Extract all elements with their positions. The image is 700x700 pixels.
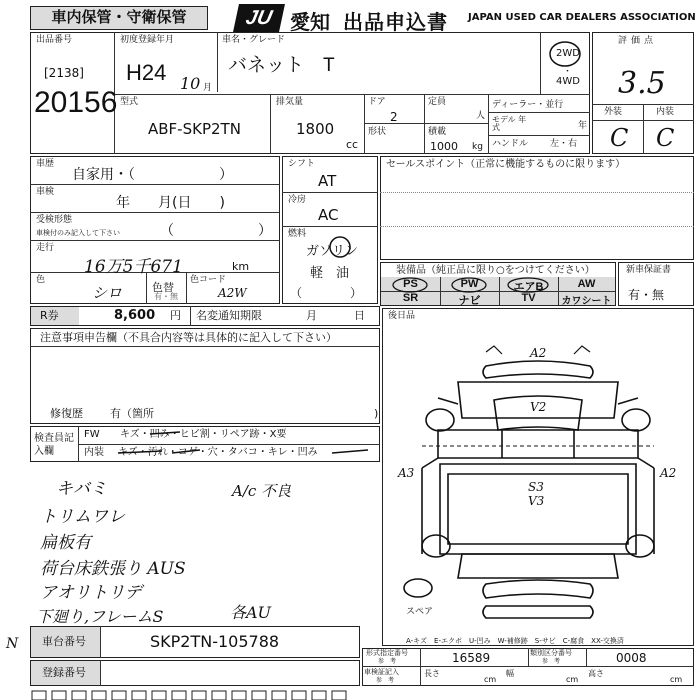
remark-5: 荷台床鉄張り AUS [40,559,186,579]
drive-4wd: 4WD [556,76,580,87]
height-unit: cm [670,675,683,684]
damage-mark-bed-1: S3 [528,480,544,494]
document-title: 出品申込書 [343,12,448,34]
recycle-value: 8,600 [114,308,156,323]
month-unit: 月 [203,83,213,93]
remark-6: アオリトリデ [40,583,142,603]
history-label: 車歴 [36,159,55,169]
fuel-gasoline: ガソリン [306,244,359,259]
registration-month: 10 [180,74,201,93]
equip-ps: PS [403,278,418,290]
equip-sr: SR [402,292,419,304]
fuel-label: 燃料 [288,229,307,239]
lot-number: 20156 [34,86,118,119]
damage-mark-left: A3 [398,466,415,480]
mileage-label: 走行 [36,243,55,253]
handle-label: ハンドル [492,139,529,149]
damage-mark-right: A2 [660,466,677,480]
dims-label: 車検証記入 [364,668,399,676]
equip-aw: AW [577,278,596,290]
fuel-other: （ ） [290,286,363,300]
color-code-value: A2W [218,286,247,300]
height-label: 高さ [588,669,604,678]
car-name-label: 車名・グレード [222,35,286,45]
margin-mark: N [6,636,19,652]
color-value: シロ [92,284,123,302]
recycle-unit: 円 [170,309,181,322]
after-items-label: 後日品 [388,311,416,321]
category-num-value: 0008 [616,651,647,665]
bottom-boxes [32,690,362,700]
interior-items-label: 内装 [84,447,104,458]
ac-value: AC [318,206,339,224]
equip-tv: TV [521,292,536,304]
interior-grade: C [656,124,675,152]
fw-items: キズ・凹み・ヒビ割・リペア跡・X要 [120,429,287,440]
plate-label: 登録番号 [42,666,86,679]
notes-label: 注意事項申告欄（不具合内容等は具体的に記入して下さい） [40,331,337,344]
remark-8: 各AU [230,603,272,622]
dims-ref: 参 考 [376,677,395,684]
model-year-label: モデル 年式 [492,115,527,132]
lot-sub-number: [2138] [44,66,84,80]
remark-2: A/c 不良 [232,482,292,500]
inspection-form-value: （ ） [160,223,272,239]
inspector-label: 検査員記入欄 [34,433,74,457]
chassis-number: SKP2TN-105788 [150,632,280,651]
equip-navi: ナビ [458,295,481,307]
damage-legend: A-キズ E-エクボ U-凹み W-補修跡 S-サビ C-腐食 XX-交換済 [406,637,624,645]
dealer-label: ディーラー・並行 [492,100,564,110]
inspection-form-note: 車検付のみ記入して下さい [36,229,120,237]
history-value: 自家用・（ ） [72,167,233,183]
equip-leather: カワシート [561,296,612,307]
door-label: ドア [368,97,386,107]
storage-box: 車内保管・守衛保管 [30,6,208,30]
remark-1: キバミ [56,479,107,499]
spare-label: スペア [406,607,434,617]
displacement-label: 排気量 [276,97,304,107]
inspection-label: 車検 [36,187,55,197]
equip-airbag: エアB [513,281,544,293]
warranty-label: 新車保証書 [626,265,672,275]
model-label: 型式 [120,97,139,107]
ac-label: 冷房 [288,195,307,205]
shift-label: シフト [288,159,316,169]
remark-7: 下廻り,フレームS [36,607,164,626]
ju-logo: JU [233,4,285,32]
door-count: 2 [390,110,398,124]
width-label: 幅 [506,669,514,678]
interior-label: 内装 [656,107,675,117]
displacement-unit: cc [346,138,359,151]
registration-label: 初度登録年月 [120,35,175,45]
category-num-label: 類別区分番号 [530,649,572,657]
recolor-label: 色替 [152,281,174,294]
inspector-strikes [110,426,380,462]
lot-label: 出品番号 [36,35,73,45]
model-num-value: 16589 [452,651,491,665]
capacity-unit: 人 [476,111,486,121]
sales-point-label: セールスポイント（正常に機能するものに限ります） [386,159,626,170]
damage-mark-hood: V2 [530,400,547,414]
color-label: 色 [36,275,46,285]
car-name: バネット T [228,55,335,76]
capacity-label: 定員 [428,97,447,107]
year-unit: 年 [578,121,588,131]
org-name: 愛知 [290,12,330,34]
fuel-diesel: 軽 油 [310,266,350,281]
handle-options: 左・右 [550,139,578,149]
equip-pw: PW [460,278,479,290]
damage-mark-front: A2 [530,346,547,360]
load-unit: kg [472,142,483,152]
drive-2wd: 2WD [556,48,580,59]
remark-3: トリムワレ [40,507,125,527]
grade-label: 評価点 [618,36,658,46]
category-num-ref: 参 考 [542,658,561,665]
registration-year: H24 [126,60,167,85]
repair-history-label: 修復歴 [50,407,83,420]
load-label: 積載 [428,127,447,137]
name-change-day: 日 [354,309,365,322]
length-unit: cm [484,675,497,684]
exterior-grade: C [610,124,629,152]
color-code-label: 色コード [190,275,227,285]
equipment-label: 装備品（純正品に限り○をつけてください） [396,265,595,276]
mileage-value: 16万5千671 [84,257,183,277]
interior-items: キズ・汚れ・コゲ・穴・タバコ・キレ・凹み [118,447,318,458]
shift-value: AT [318,172,337,190]
grade-score: 3.5 [618,66,666,101]
sales-point-box [380,156,694,260]
name-change-month: 月 [306,309,317,322]
mileage-unit: km [232,260,250,273]
displacement: 1800 [296,120,335,138]
repair-history-value: 有（箇所 [110,407,154,420]
remark-4: 扁板有 [40,533,91,553]
chassis-label: 車台番号 [42,635,86,648]
inspection-value: 年 月(日 ) [116,195,225,211]
model-code: ABF-SKP2TN [148,120,241,138]
shape-label: 形状 [368,127,387,137]
recycle-label: R券 [40,309,59,322]
model-num-ref: 参 考 [378,658,397,665]
inspection-form-label: 受検形態 [36,215,73,225]
association-name: JAPAN USED CAR DEALERS ASSOCIATION [468,12,696,23]
recolor-value: 有・無 [154,292,178,301]
equipment-circles [381,277,615,293]
exterior-label: 外装 [604,107,623,117]
fw-label: FW [84,429,100,440]
warranty-value: 有・無 [628,288,665,302]
width-unit: cm [566,675,579,684]
damage-mark-bed-2: V3 [528,494,545,508]
name-change-label: 名変通知期限 [196,309,262,322]
load-value: 1000 [430,140,458,153]
model-num-label: 形式指定番号 [366,649,408,657]
length-label: 長さ [424,669,440,678]
